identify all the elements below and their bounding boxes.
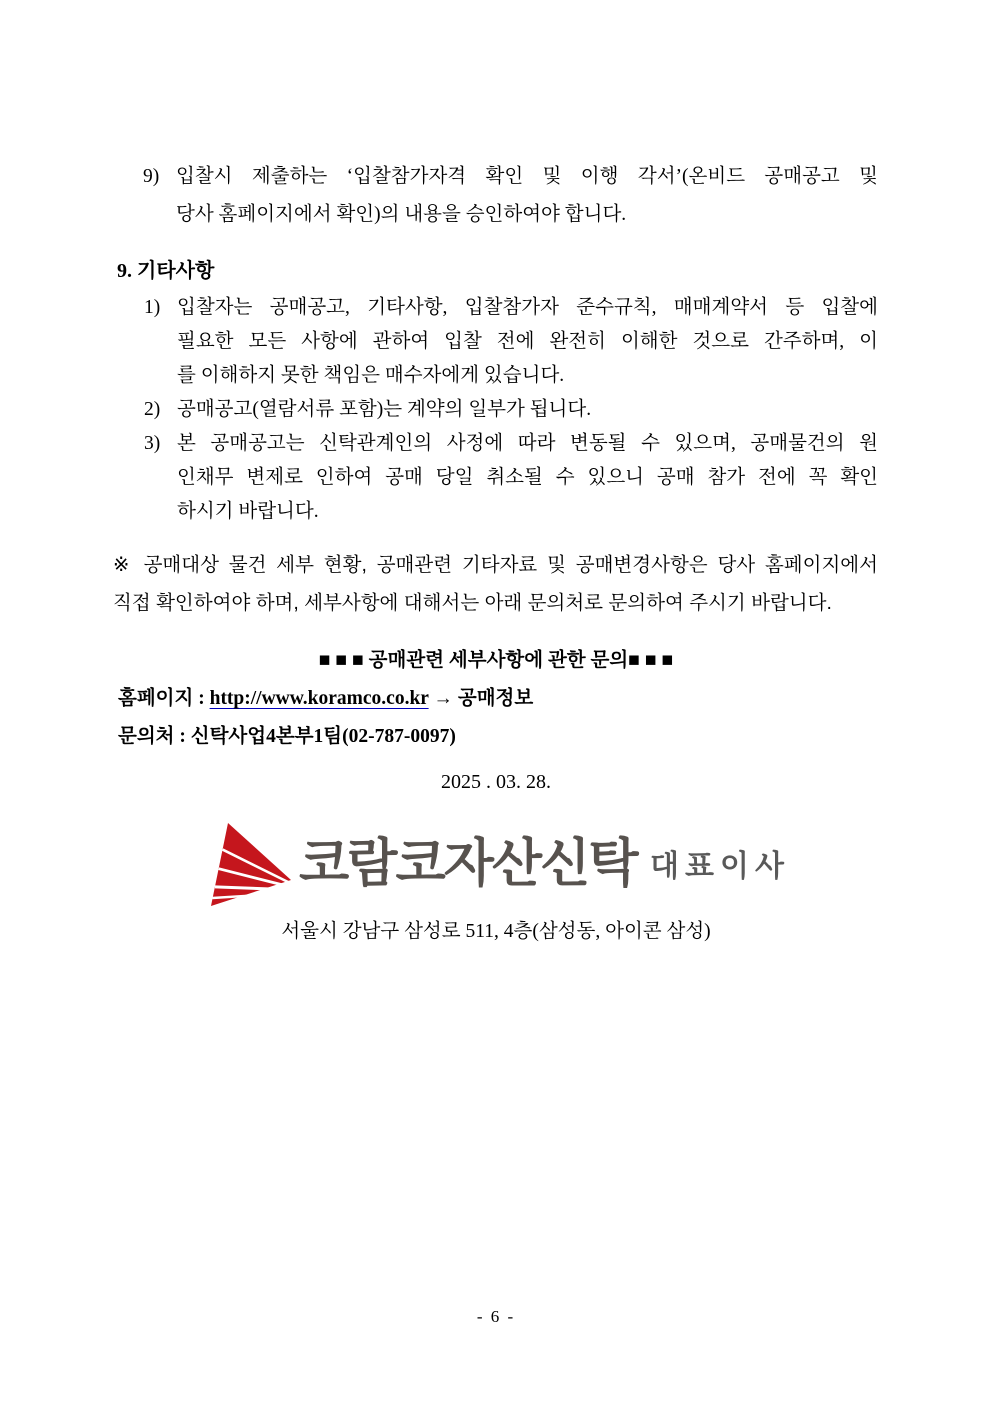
section-item-list: [144, 291, 878, 529]
list-item-number: 2): [144, 399, 161, 420]
homepage-label: 홈페이지 :: [118, 688, 205, 709]
inquiry-heading: ■ ■ ■ 공매관련 세부사항에 관한 문의■ ■ ■: [318, 650, 674, 671]
paragraph-line: 인채무 변제로 인하여 공매 당일 취소될 수 있으니 공매 참가 전에 꼭 확인: [177, 467, 878, 488]
company-address: 서울시 강남구 삼성로 511, 4층(삼성동, 아이콘 삼성): [281, 921, 711, 942]
ceo-title: 대표이사: [650, 850, 790, 883]
list-item-3: [144, 427, 878, 529]
paragraph-line: 를 이해하지 못한 책임은 매수자에게 있습니다.: [177, 365, 565, 386]
list-item-9: [143, 158, 878, 234]
homepage-suffix: → 공매정보: [433, 688, 534, 709]
contact-line: 문의처 : 신탁사업4본부1팀(02-787-0097): [118, 726, 456, 747]
paragraph-line: 입찰자는 공매공고, 기타사항, 입찰참가자 준수규칙, 매매계약서 등 입찰에: [177, 297, 878, 318]
list-item-number: 1): [144, 297, 161, 318]
list-item-number: 3): [144, 433, 161, 454]
page-number: - 6 -: [476, 1307, 516, 1326]
note-line: ※ 공매대상 물건 세부 현황, 공매관련 기타자료 및 공매변경사항은 당사 홈페이지에서: [113, 554, 878, 576]
paragraph-line: 입찰시 제출하는 ‘입찰참가자격 확인 및 이행 각서’(온비드 공매공고 및: [176, 166, 878, 187]
section-title: 9. 기타사항: [117, 260, 215, 282]
note-line: 직접 확인하여야 하며, 세부사항에 대해서는 아래 문의처로 문의하여 주시기 바랍니다.: [113, 592, 832, 614]
paragraph-line: 당사 홈페이지에서 확인)의 내용을 승인하여야 합니다.: [176, 204, 627, 225]
list-item-2: [144, 393, 878, 427]
list-item-number: 9): [143, 166, 160, 187]
note-paragraph: [113, 546, 878, 622]
homepage-link[interactable]: http://www.koramco.co.kr: [209, 688, 429, 709]
list-item-1: [144, 291, 878, 393]
paragraph-line: 본 공매공고는 신탁관계인의 사정에 따라 변동될 수 있으며, 공매물건의 원: [177, 433, 878, 454]
company-logotype: 코람코자산신탁: [299, 835, 637, 893]
paragraph-line: 필요한 모든 사항에 관하여 입찰 전에 완전히 이해한 것으로 간주하며, 이: [177, 331, 878, 352]
koramco-logo-icon: [203, 818, 295, 918]
paragraph-line: 공매공고(열람서류 포함)는 계약의 일부가 됩니다.: [177, 399, 592, 420]
document-date: 2025 . 03. 28.: [441, 771, 551, 793]
homepage-line: [118, 680, 878, 718]
paragraph-line: 하시기 바랍니다.: [177, 501, 319, 522]
